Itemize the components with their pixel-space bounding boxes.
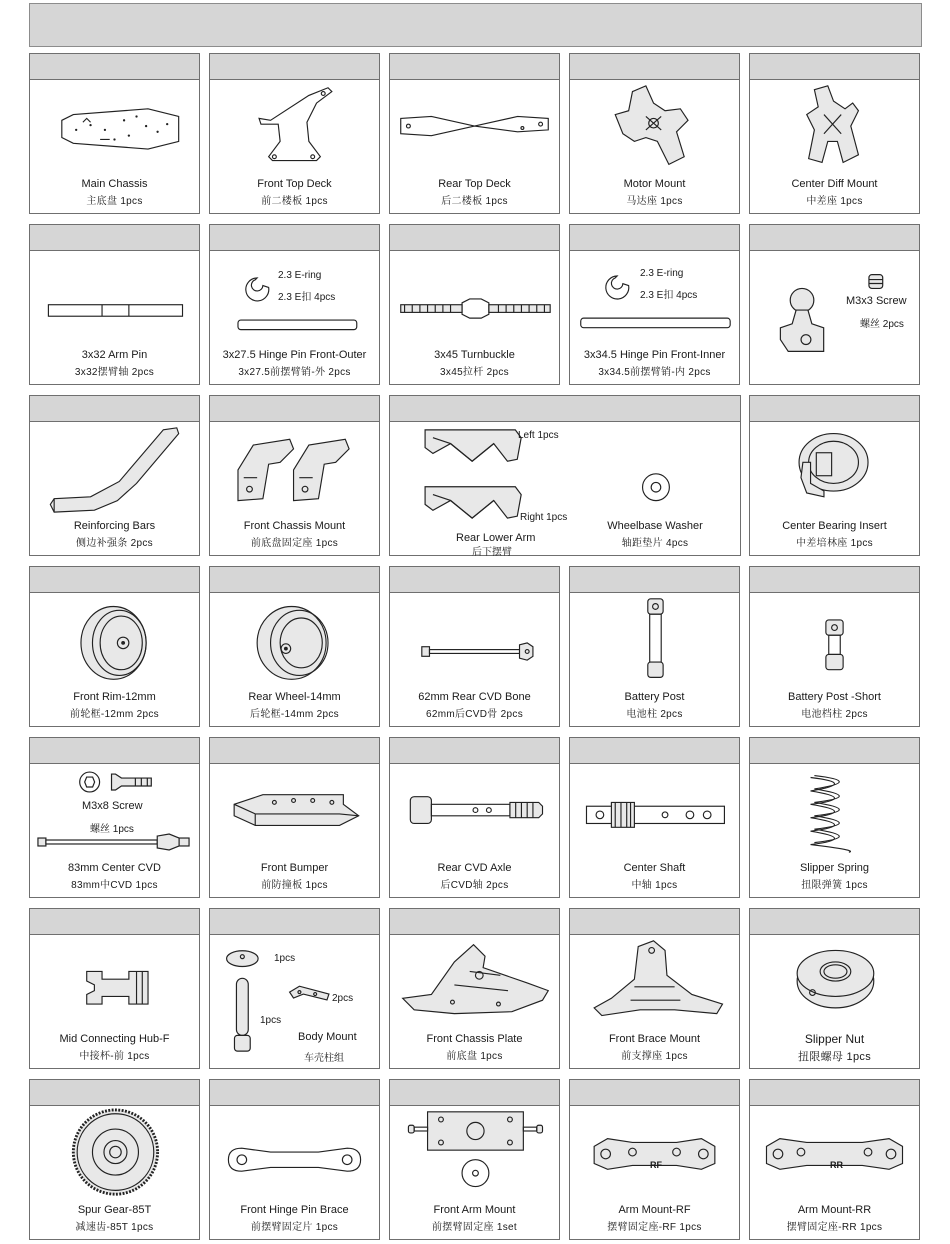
left-arm-label: Left 1pcs — [518, 430, 559, 441]
spur-gear-illustration — [30, 1108, 199, 1199]
front-top-deck-illustration — [210, 82, 379, 173]
part-cell-rear-lower-arm — [389, 395, 741, 556]
cell-header — [570, 567, 739, 593]
reinforcing-bars-illustration — [30, 424, 199, 515]
part-quantity: 后轮框-14mm 2pcs — [250, 709, 339, 720]
cell-header — [570, 54, 739, 80]
part-name: Mid Connecting Hub-F — [59, 1033, 170, 1045]
part-cell-front-bumper — [209, 737, 380, 898]
part-name: Front Chassis Mount — [243, 520, 346, 532]
part-name: Rear CVD Axle — [437, 862, 512, 874]
part-quantity: 电池档柱 2pcs — [801, 709, 868, 720]
body-clip-quantity: 1pcs — [274, 953, 296, 964]
cell-header — [570, 738, 739, 764]
cell-header — [390, 567, 559, 593]
part-name: Arm Mount-RF — [618, 1204, 691, 1216]
slipper-nut-illustration — [750, 937, 919, 1028]
body-post-quantity: 1pcs — [260, 1015, 282, 1026]
part-name: Rear Lower Arm — [456, 532, 536, 544]
part-cell-motor-mount — [569, 53, 740, 214]
cell-header — [390, 909, 559, 935]
cell-header — [750, 567, 919, 593]
part-quantity: 扭限弹簧 1pcs — [801, 880, 868, 891]
part-quantity: 电池柱 2pcs — [626, 709, 683, 720]
part-cell-arm-mount-rf — [569, 1079, 740, 1240]
part-name: 3x34.5 Hinge Pin Front-Inner — [583, 349, 726, 361]
cell-header — [210, 567, 379, 593]
part-quantity: 减速齿-85T 1pcs — [75, 1222, 154, 1233]
part-cell-slipper-spring — [749, 737, 920, 898]
part-cell-center-cvd — [29, 737, 200, 898]
part-cell-hinge-pin-front-inner — [569, 224, 740, 385]
part-quantity: 前底盘 1pcs — [446, 1051, 503, 1062]
part-name: 62mm Rear CVD Bone — [418, 691, 531, 703]
center-cvd-illustration — [30, 830, 199, 854]
part-name: 3x27.5 Hinge Pin Front-Outer — [222, 349, 367, 361]
cell-header — [30, 909, 199, 935]
cell-header — [210, 54, 379, 80]
part-quantity: 中轴 1pcs — [631, 880, 678, 891]
arm-mount-rf-illustration — [570, 1108, 739, 1199]
part-quantity: 后CVD轴 2pcs — [440, 880, 509, 891]
part-cell-rear-cvd-bone — [389, 566, 560, 727]
washer-quantity: 轴距垫片 4pcs — [621, 538, 689, 549]
cell-header — [390, 738, 559, 764]
front-chassis-plate-illustration — [390, 937, 559, 1028]
part-name: Body Mount — [298, 1031, 357, 1043]
cell-header — [30, 396, 199, 422]
part-quantity: 前摆臂固定片 1pcs — [250, 1222, 339, 1233]
part-cell-front-top-deck — [209, 53, 380, 214]
part-quantity: 扭限螺母 1pcs — [798, 1051, 871, 1063]
part-cell-slipper-nut — [749, 908, 920, 1069]
rear-top-deck-illustration — [390, 82, 559, 173]
part-quantity: 前二楼板 1pcs — [261, 196, 328, 207]
cell-header — [210, 225, 379, 251]
part-cell-front-chassis-plate — [389, 908, 560, 1069]
part-quantity: 中接杯-前 1pcs — [79, 1051, 150, 1062]
cell-header — [390, 396, 740, 422]
cell-header — [750, 225, 919, 251]
part-quantity: 62mm后CVD骨 2pcs — [426, 709, 523, 720]
front-arm-mount-illustration — [390, 1108, 559, 1199]
part-quantity: 前摆臂固定座 1set — [432, 1222, 517, 1233]
part-quantity: 马达座 1pcs — [626, 196, 683, 207]
e-ring-quantity: 2.3 E扣 4pcs — [278, 292, 336, 303]
cell-header — [210, 738, 379, 764]
front-bumper-illustration — [210, 766, 379, 857]
cell-header — [570, 1080, 739, 1106]
part-cell-battery-post — [569, 566, 740, 727]
cell-header — [390, 225, 559, 251]
part-name: Slipper Spring — [799, 862, 870, 874]
part-cell-front-brace-mount — [569, 908, 740, 1069]
cell-header — [210, 396, 379, 422]
part-name: Front Arm Mount — [433, 1204, 516, 1216]
part-cell-front-arm-mount — [389, 1079, 560, 1240]
part-cell-main-chassis — [29, 53, 200, 214]
cell-header — [30, 225, 199, 251]
part-quantity: 侧边补强条 2pcs — [76, 538, 153, 549]
rf-marking: RF — [650, 1160, 662, 1170]
part-cell-center-shaft — [569, 737, 740, 898]
part-name: Slipper Nut — [804, 1032, 865, 1046]
part-name: Front Bumper — [260, 862, 329, 874]
part-quantity: 摆臂固定座-RR 1pcs — [786, 1222, 883, 1233]
part-name: Front Hinge Pin Brace — [240, 1204, 349, 1216]
front-chassis-mount-illustration — [210, 424, 379, 515]
motor-mount-illustration — [570, 82, 739, 173]
cell-header — [750, 738, 919, 764]
battery-post-illustration — [570, 595, 739, 686]
part-cell-front-rim — [29, 566, 200, 727]
part-cell-mid-connecting-hub — [29, 908, 200, 1069]
part-name: Rear Wheel-14mm — [248, 691, 341, 703]
screw-quantity: 螺丝 2pcs — [860, 319, 904, 330]
part-name: 3x45 Turnbuckle — [434, 349, 515, 361]
center-shaft-illustration — [570, 766, 739, 857]
part-name: Front Chassis Plate — [426, 1033, 523, 1045]
body-pin-quantity: 2pcs — [332, 993, 354, 1004]
part-cell-center-bearing-insert — [749, 395, 920, 556]
part-quantity: 车壳柱组 — [304, 1053, 344, 1064]
part-quantity: 前支撑座 1pcs — [621, 1051, 688, 1062]
rear-cvd-axle-illustration — [390, 766, 559, 857]
right-arm-label: Right 1pcs — [520, 512, 568, 523]
part-name: Main Chassis — [81, 178, 148, 190]
e-ring-quantity: 2.3 E扣 4pcs — [640, 290, 698, 301]
part-quantity: 前防撞板 1pcs — [261, 880, 328, 891]
rear-wheel-illustration — [210, 595, 379, 686]
part-quantity: 3x32摆臂轴 2pcs — [74, 367, 155, 378]
title-bar — [29, 3, 922, 47]
wheelbase-washer-illustration — [570, 424, 740, 515]
front-rim-illustration — [30, 595, 199, 686]
part-cell-center-diff-mount — [749, 53, 920, 214]
part-name: Front Top Deck — [257, 178, 332, 190]
e-ring-label: 2.3 E-ring — [640, 268, 684, 279]
part-quantity: 中差培林座 1pcs — [796, 538, 873, 549]
cell-header — [30, 738, 199, 764]
cell-header — [750, 54, 919, 80]
part-name: Center Shaft — [623, 862, 686, 874]
rear-cvd-bone-illustration — [390, 595, 559, 686]
part-quantity: 前底盘固定座 1pcs — [250, 538, 339, 549]
part-quantity: 摆臂固定座-RF 1pcs — [607, 1222, 702, 1233]
part-quantity: 后下摆臂 — [472, 547, 512, 558]
cell-header — [390, 54, 559, 80]
cell-header — [30, 567, 199, 593]
part-cell-arm-pin — [29, 224, 200, 385]
cell-header — [30, 1080, 199, 1106]
part-name: 83mm Center CVD — [68, 862, 161, 874]
part-quantity: 中差座 1pcs — [806, 196, 863, 207]
part-cell-turnbuckle — [389, 224, 560, 385]
part-quantity: 3x45拉杆 2pcs — [440, 367, 509, 378]
part-name: Spur Gear-85T — [77, 1204, 152, 1216]
cell-header — [30, 54, 199, 80]
screw-label: M3x3 Screw — [846, 295, 907, 307]
part-name: Front Rim-12mm — [73, 691, 156, 703]
cell-header — [210, 909, 379, 935]
part-cell-arm-mount-rr — [749, 1079, 920, 1240]
part-quantity: 3x27.5前摆臂销-外 2pcs — [238, 367, 351, 378]
part-cell-spur-gear — [29, 1079, 200, 1240]
screw-label: M3x8 Screw — [82, 800, 143, 812]
cell-header — [570, 909, 739, 935]
part-cell-rear-wheel — [209, 566, 380, 727]
part-cell-front-hinge-pin-brace — [209, 1079, 380, 1240]
part-name: 3x32 Arm Pin — [81, 349, 148, 361]
part-quantity: 后二楼板 1pcs — [441, 196, 508, 207]
part-cell-m3x3-screw — [749, 224, 920, 385]
part-name: Battery Post — [624, 691, 685, 703]
cell-header — [750, 909, 919, 935]
battery-post-short-illustration — [750, 595, 919, 686]
e-ring-label: 2.3 E-ring — [278, 270, 322, 281]
part-cell-front-chassis-mount — [209, 395, 380, 556]
rr-marking: RR — [830, 1160, 843, 1170]
center-bearing-insert-illustration — [750, 424, 919, 515]
part-cell-hinge-pin-front-outer — [209, 224, 380, 385]
arm-pin-illustration — [30, 253, 199, 344]
part-name: Battery Post -Short — [788, 691, 881, 703]
cell-header — [210, 1080, 379, 1106]
part-quantity: 83mm中CVD 1pcs — [71, 880, 158, 891]
front-brace-mount-illustration — [570, 937, 739, 1028]
main-chassis-illustration — [30, 82, 199, 173]
cell-header — [750, 396, 919, 422]
arm-mount-rr-illustration — [750, 1108, 919, 1199]
turnbuckle-illustration — [390, 253, 559, 344]
part-cell-body-mount — [209, 908, 380, 1069]
part-name: Center Diff Mount — [791, 178, 878, 190]
part-cell-rear-cvd-axle — [389, 737, 560, 898]
part-name: Rear Top Deck — [438, 178, 511, 190]
part-name: Front Brace Mount — [608, 1033, 701, 1045]
washer-name: Wheelbase Washer — [607, 520, 703, 532]
slipper-spring-illustration — [750, 766, 919, 857]
part-name: Arm Mount-RR — [797, 1204, 872, 1216]
part-name: Motor Mount — [623, 178, 686, 190]
front-hinge-pin-brace-illustration — [210, 1108, 379, 1199]
part-name: Reinforcing Bars — [73, 520, 156, 532]
screw-quantity: 螺丝 1pcs — [90, 824, 134, 835]
part-quantity: 主底盘 1pcs — [86, 196, 143, 207]
cell-header — [390, 1080, 559, 1106]
part-name: Center Bearing Insert — [782, 520, 887, 532]
part-cell-rear-top-deck — [389, 53, 560, 214]
part-quantity: 3x34.5前摆臂销-内 2pcs — [598, 367, 711, 378]
cell-header — [750, 1080, 919, 1106]
center-diff-mount-illustration — [750, 82, 919, 173]
part-quantity: 前轮框-12mm 2pcs — [70, 709, 159, 720]
cell-header — [570, 225, 739, 251]
mid-connecting-hub-illustration — [30, 937, 199, 1028]
part-cell-battery-post-short — [749, 566, 920, 727]
part-cell-reinforcing-bars — [29, 395, 200, 556]
